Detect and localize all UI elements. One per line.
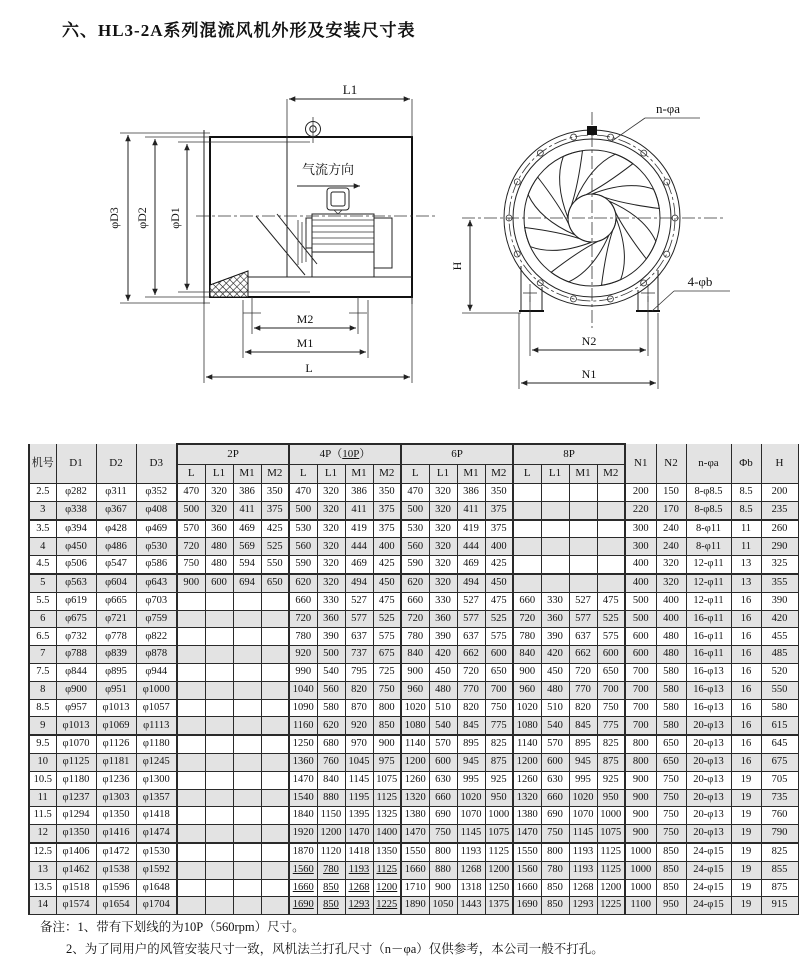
table-row: 13.5 φ1518 φ1596 φ1648 1660 850 1268 1200 1710 900 1318 1250 1660 850 1268 1200 1000 850 24-φ15 19 875 bbox=[29, 879, 798, 897]
table-row: 2.5 φ282 φ311 φ352 470 320 386 350 470 320 386 350 470 320 386 350 200 150 8-φ8.5 8.5 200 bbox=[29, 484, 798, 502]
table-row: 7 φ788 φ839 φ878 920 500 737 675 840 420 662 600 840 420 662 600 600 480 16-φ11 16 485 bbox=[29, 646, 798, 664]
table-row: 10.5 φ1180 φ1236 φ1300 1470 840 1145 1075 1260 630 995 925 1260 630 995 925 900 750 20-φ13 19 705 bbox=[29, 771, 798, 789]
side-view bbox=[107, 82, 438, 383]
table-row: 13 φ1462 φ1538 φ1592 1560 780 1193 1125 1660 880 1268 1200 1560 780 1193 1125 1000 850 24-φ15 19 855 bbox=[29, 861, 798, 879]
table-row: 5 φ563 φ604 φ643 900 600 694 650 620 320 494 450 620 320 494 450 400 320 12-φ11 13 355 bbox=[29, 574, 798, 592]
header-n2: N2 bbox=[656, 444, 686, 484]
table-row: 4.5 φ506 φ547 φ586 750 480 594 550 590 320 469 425 590 320 469 425 400 320 12-φ11 13 325 bbox=[29, 556, 798, 574]
dim-label-n2: N2 bbox=[581, 334, 597, 348]
table-row: 11.5 φ1294 φ1350 φ1418 1840 1150 1395 1325 1380 690 1070 1000 1380 690 1070 1000 900 750 20-φ13 19 760 bbox=[29, 807, 798, 825]
header-n1: N1 bbox=[625, 444, 656, 484]
header-h: H bbox=[761, 444, 798, 484]
dimension-table-body bbox=[29, 484, 798, 915]
notes bbox=[40, 917, 604, 961]
dim-label-h: H bbox=[450, 261, 464, 271]
table-row: 3.5 φ394 φ428 φ469 570 360 469 425 530 320 419 375 530 320 419 375 300 240 8-φ11 11 260 bbox=[29, 520, 798, 538]
header-group-2p: 2P bbox=[177, 444, 289, 464]
table-row: 8 φ900 φ951 φ1000 1040 560 820 750 960 480 770 700 960 480 770 700 700 580 16-φ13 16 550 bbox=[29, 681, 798, 699]
header-d3: D3 bbox=[136, 444, 177, 484]
table-row: 12 φ1350 φ1416 φ1474 1920 1200 1470 1400 1470 750 1145 1075 1470 750 1145 1075 900 750 20-φ13 19 790 bbox=[29, 825, 798, 843]
note-line-2: 2、为了同用户的风管安装尺寸一致，风机法兰打孔尺寸（n－φa）仅供参考，本公司一般不打孔。 bbox=[66, 941, 604, 956]
header-jihao: 机号 bbox=[29, 444, 56, 484]
table-row: 10 φ1125 φ1181 φ1245 1360 760 1045 975 1200 600 945 875 1200 600 945 875 800 650 20-φ13 16 675 bbox=[29, 753, 798, 771]
dim-label-m2: M2 bbox=[296, 312, 314, 326]
table-row: 9 φ1013 φ1069 φ1113 1160 620 920 850 1080 540 845 775 1080 540 845 775 700 580 20-φ13 16 615 bbox=[29, 717, 798, 735]
table-row: 6 φ675 φ721 φ759 720 360 577 525 720 360 577 525 720 360 577 525 500 400 16-φ11 16 420 bbox=[29, 610, 798, 628]
airflow-label: 气流方向 bbox=[301, 162, 355, 177]
header-group-8p: 8P bbox=[513, 444, 625, 464]
dim-label-d3: φD3 bbox=[107, 207, 121, 229]
table-row: 11 φ1237 φ1303 φ1357 1540 880 1195 1125 1320 660 1020 950 1320 660 1020 950 900 750 20-φ13 19 735 bbox=[29, 789, 798, 807]
header-n-phi-a: n-φa bbox=[686, 444, 731, 484]
dim-label-d1: φD1 bbox=[168, 207, 182, 229]
table-row: 7.5 φ844 φ895 φ944 990 540 795 725 900 450 720 650 900 450 720 650 700 580 16-φ13 16 520 bbox=[29, 663, 798, 681]
header-group-6p: 6P bbox=[401, 444, 513, 464]
front-view bbox=[450, 101, 730, 389]
table-row: 9.5 φ1070 φ1126 φ1180 1250 680 970 900 1140 570 895 825 1140 570 895 825 800 650 20-φ13 16 645 bbox=[29, 735, 798, 753]
header-d2: D2 bbox=[96, 444, 136, 484]
header-d1: D1 bbox=[56, 444, 96, 484]
table-row: 6.5 φ732 φ778 φ822 780 390 637 575 780 390 637 575 780 390 637 575 600 480 16-φ11 16 455 bbox=[29, 628, 798, 646]
dimension-table: 机号 D1 D2 D3 2P 4P（10P） 6P 8P N1 N2 n-φa Φb H L L1 M1 M2 L L1 M1 M2 L L1 M1 M2 L L1 M1 M2 2.5 φ282 φ311 φ352 470 320 386 350 470 320 386 350 470 320 386 350 200 150 8-φ8.5 8.5 200 3 φ338 φ367 φ408 500 320 411 375 500 320 411 375 500 320 411 375 220 170 8-φ8.5 8.5 235 3.5 φ394 φ428 φ469 570 360 469 425 530 320 419 375 530 320 419 375 300 240 8-φ11 11 260 4 φ450 φ486 φ530 720 480 569 525 560 320 444 400 560 320 444 400 300 240 8-φ11 11 290 4.5 φ506 φ547 φ586 750 480 594 550 590 320 469 425 590 320 469 425 400 320 12-φ11 13 325 5 φ563 φ604 φ643 900 600 694 650 620 320 494 450 620 320 494 450 400 320 12-φ11 13 355 5.5 φ619 φ665 φ703 660 330 527 475 660 330 527 475 660 330 527 475 500 400 12-φ11 16 390 6 φ675 φ721 φ759 720 360 577 525 720 360 577 525 720 360 577 525 500 400 16-φ11 16 420 6.5 φ732 φ778 φ822 780 390 637 575 780 390 637 575 780 390 637 575 600 480 16-φ11 16 455 7 φ788 φ839 φ878 920 500 737 675 840 420 662 600 840 420 662 600 600 480 16-φ11 16 485 7.5 φ844 φ895 φ944 990 540 795 725 900 450 720 650 900 450 720 650 700 580 16-φ13 16 520 8 φ900 φ951 φ1000 1040 560 820 750 960 480 770 700 960 480 770 700 700 580 16-φ13 16 550 8.5 φ957 φ1013 φ1057 1090 580 870 800 1020 510 820 750 1020 510 820 750 700 580 16-φ13 16 580 9 φ1013 φ1069 φ1113 1160 620 920 850 1080 540 845 775 1080 540 845 775 700 580 20-φ13 16 615 9.5 φ1070 φ1126 φ1180 1250 680 970 900 1140 570 895 825 1140 570 895 825 800 650 20-φ13 16 645 10 φ1125 φ1181 φ1245 1360 760 1045 975 1200 600 945 875 1200 600 945 875 800 650 20-φ13 16 675 10.5 φ1180 φ1236 φ1300 1470 840 1145 1075 1260 630 995 925 1260 630 995 925 900 750 20-φ13 19 705 11 φ1237 φ1303 φ1357 1540 880 1195 1125 1320 660 1020 950 1320 660 1020 950 900 750 20-φ13 19 735 11.5 φ1294 φ1350 φ1418 1840 1150 1395 1325 1380 690 1070 1000 1380 690 1070 1000 900 750 20-φ13 19 760 12 φ1350 φ1416 φ1474 1920 1200 1470 1400 1470 750 1145 1075 1470 750 1145 1075 900 750 20-φ13 19 790 12.5 φ1406 φ1472 φ1530 1870 1120 1418 1350 1550 800 1193 1125 1550 800 1193 1125 1000 850 24-φ15 19 825 13 φ1462 φ1538 φ1592 1560 780 1193 1125 1660 880 1268 1200 1560 780 1193 1125 1000 850 24-φ15 19 855 13.5 φ1518 φ1596 φ1648 1660 850 1268 1200 1710 900 1318 1250 1660 850 1268 1200 1000 850 24-φ15 19 875 14 φ1574 φ1654 φ1704 1690 850 1293 1225 1890 1050 1443 1375 1690 850 1293 1225 1100 950 24-φ15 19 915 bbox=[28, 443, 799, 915]
table-row: 8.5 φ957 φ1013 φ1057 1090 580 870 800 1020 510 820 750 1020 510 820 750 700 580 16-φ13 16 580 bbox=[29, 699, 798, 717]
table-row: 5.5 φ619 φ665 φ703 660 330 527 475 660 330 527 475 660 330 527 475 500 400 12-φ11 16 390 bbox=[29, 592, 798, 610]
dim-label-l1: L1 bbox=[342, 82, 358, 97]
technical-drawing bbox=[0, 0, 800, 435]
page-title: 六、HL3-2A系列混流风机外形及安装尺寸表 bbox=[62, 21, 416, 40]
dim-label-n1: N1 bbox=[581, 367, 597, 381]
table-row: 4 φ450 φ486 φ530 720 480 569 525 560 320 444 400 560 320 444 400 300 240 8-φ11 11 290 bbox=[29, 538, 798, 556]
table-row: 3 φ338 φ367 φ408 500 320 411 375 500 320 411 375 500 320 411 375 220 170 8-φ8.5 8.5 235 bbox=[29, 501, 798, 519]
dim-label-m1: M1 bbox=[296, 336, 314, 350]
header-group-4p-10p: 4P（10P） bbox=[289, 444, 401, 464]
dim-label-d2: φD2 bbox=[135, 207, 149, 229]
dim-label-n-phi-a: n-φa bbox=[655, 101, 681, 116]
table-row: 14 φ1574 φ1654 φ1704 1690 850 1293 1225 1890 1050 1443 1375 1690 850 1293 1225 1100 950 24-φ15 19 915 bbox=[29, 897, 798, 915]
header-phi-b: Φb bbox=[731, 444, 761, 484]
table-row: 12.5 φ1406 φ1472 φ1530 1870 1120 1418 1350 1550 800 1193 1125 1550 800 1193 1125 1000 850 24-φ15 19 825 bbox=[29, 843, 798, 861]
dim-label-4-phi-b: 4-φb bbox=[687, 274, 713, 289]
dim-label-l: L bbox=[305, 361, 313, 375]
note-line-1: 备注：1、带有下划线的为10P（560rpm）尺寸。 bbox=[40, 920, 305, 934]
